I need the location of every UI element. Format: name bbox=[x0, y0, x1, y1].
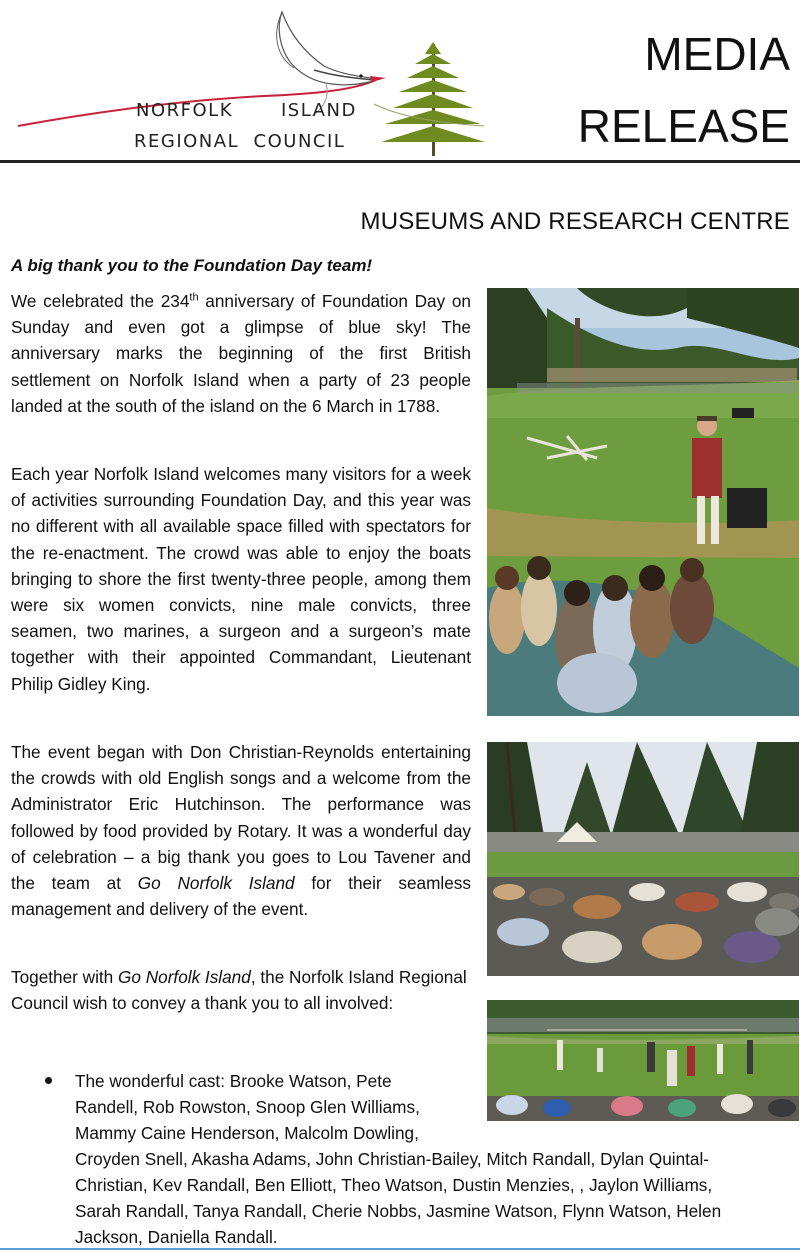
media-release-line1: MEDIA bbox=[644, 28, 790, 80]
ordinal-superscript: th bbox=[189, 291, 199, 304]
footer-divider bbox=[0, 1248, 800, 1250]
article-headline: A big thank you to the Foundation Day team! bbox=[11, 256, 373, 275]
media-release-line2: RELEASE bbox=[577, 100, 790, 152]
bullet-point-icon bbox=[45, 1077, 52, 1084]
paragraph-anniversary: We celebrated the 234th anniversary of Foundation Day on Sunday and even got a glimpse of blue sky! The anniversary marks the beginning of the first British settlement on Norfolk Island when a party of 23 people landed at the south of the island on the 6 March in 1788. bbox=[11, 291, 471, 416]
header-divider bbox=[0, 160, 800, 163]
section-title: MUSEUMS AND RESEARCH CENTRE bbox=[360, 208, 790, 235]
photo-crowd-spectators bbox=[487, 742, 799, 976]
photo-performer-on-lawn bbox=[487, 288, 799, 716]
council-logo bbox=[14, 4, 504, 160]
logo-text-line2: REGIONAL COUNCIL bbox=[134, 131, 346, 152]
paragraph-event: The event began with Don Christian-Reynolds entertaining the crowds with old English songs and a welcome from the Administrator Eric Hutchinson. The performance was followed by food provided by Rotary. It was a wonderful day of celebration – a big thank you goes to Lou Tavener and the team at Go Norfolk Island for their seamless management and delivery of the event. bbox=[11, 742, 471, 920]
media-release-heading bbox=[578, 18, 790, 162]
logo-text-line1: NORFOLK ISLAND bbox=[136, 100, 357, 121]
paragraph-visitors: Each year Norfolk Island welcomes many visitors for a week of activities surrounding Foundation Day, and this year was no different with all available space filled with spectators for the re-enactment. The crowd was able to enjoy the boats bringing to shore the first twenty-three people, among them were six women convicts, nine male convicts, three seamen, two marines, a surgeon and a surgeon’s mate together with their appointed Commandant, Lieutenant Philip Gidley King. bbox=[11, 464, 471, 694]
paragraph-thanks: Together with Go Norfolk Island, the Norfolk Island Regional Council wish to convey a thank you to all involved: bbox=[11, 967, 467, 1014]
page-header bbox=[0, 0, 800, 164]
cast-names: The wonderful cast: Brooke Watson, Pete Randell, Rob Rowston, Snoop Glen Williams, Mammy Caine Henderson, Malcolm Dowling, Croyden Snell, Akasha Adams, John Christian-Bailey, Mitch Randall, Dylan Quintal- Christian, Kev Randall, Ben Elliott, Theo Watson, Dustin Menzies, , Jaylon Williams, Sarah Randall, Tanya Randall, Cherie Nobbs, Jasmine Watson, Flynn Watson, Helen Jackson, Daniella Randall. bbox=[75, 1071, 722, 1247]
